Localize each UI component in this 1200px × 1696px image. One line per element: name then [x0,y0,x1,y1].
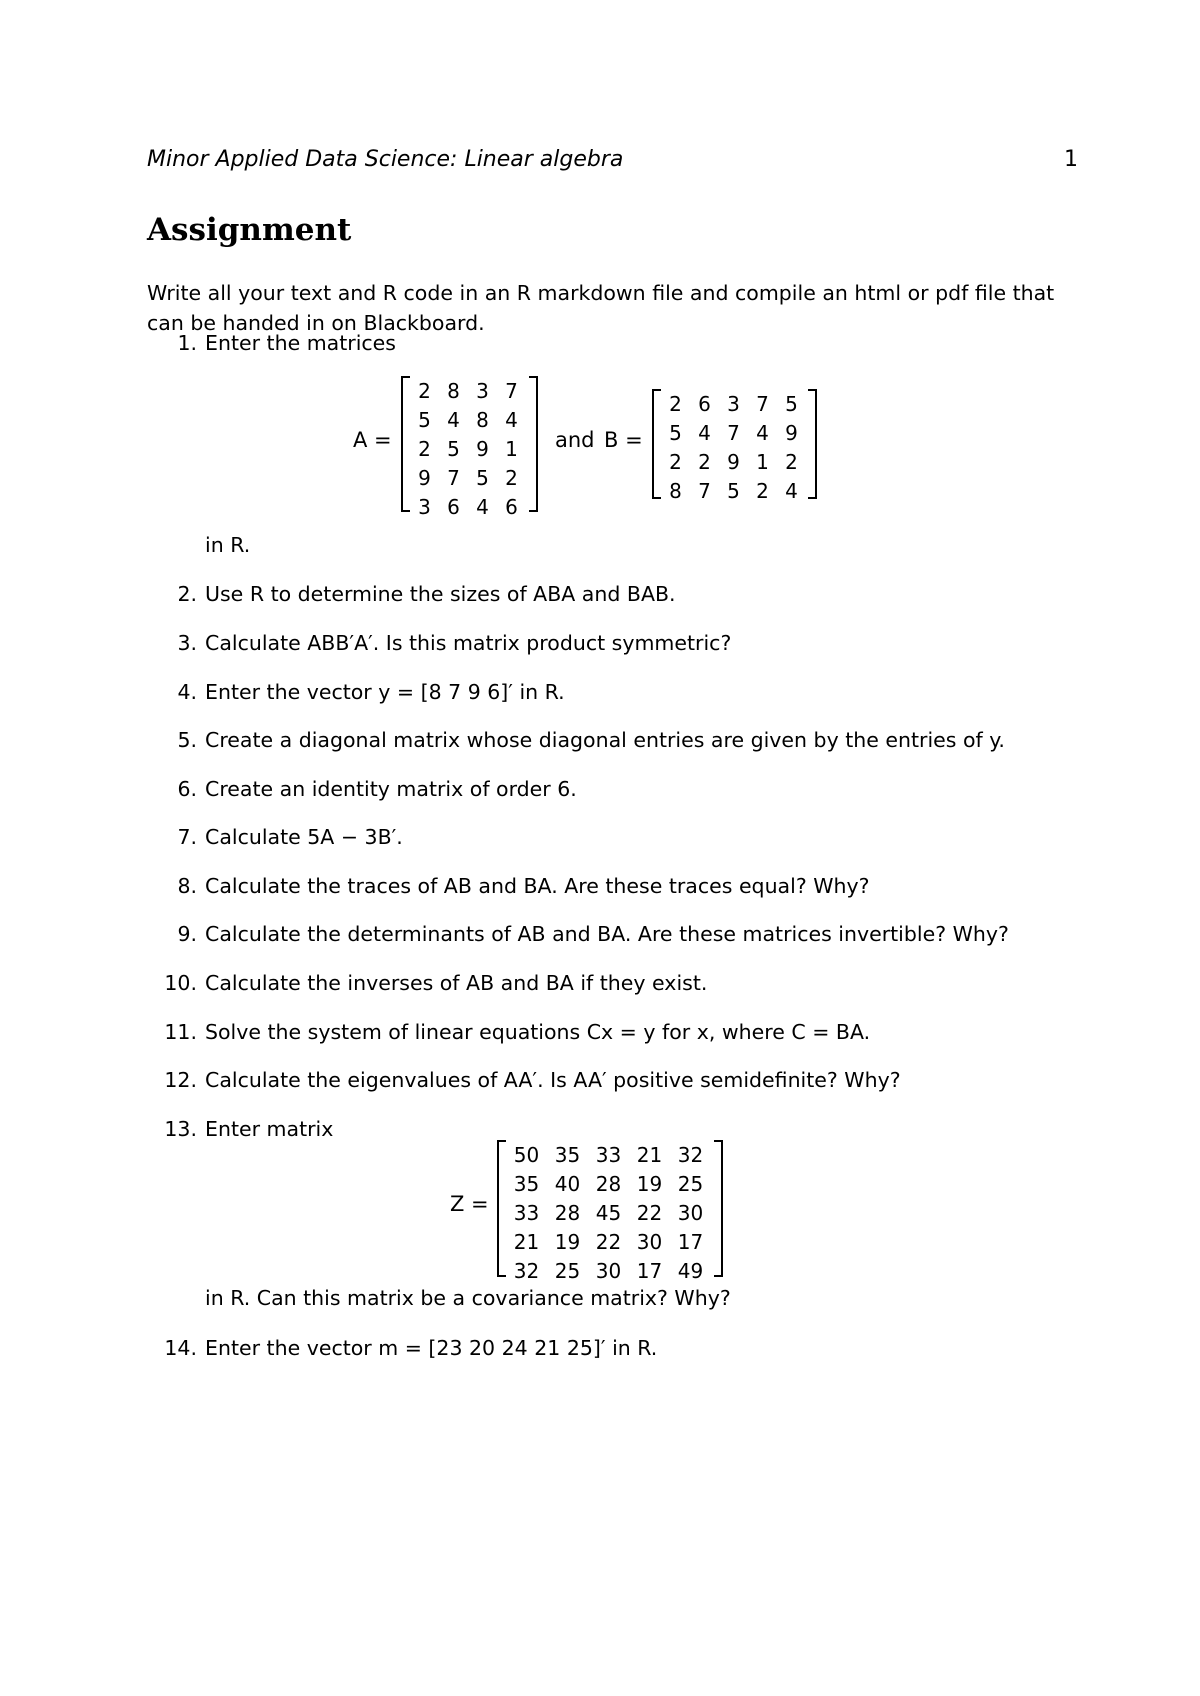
matrix-z-right-bracket [714,1140,723,1277]
matrix-cell: 2 [505,466,518,490]
matrix-z-left-bracket [497,1140,506,1277]
list-item: 5. Create a diagonal matrix whose diagonal entries are given by the entries of y. [177,728,1005,752]
matrix-cell: 25 [677,1172,704,1196]
matrix-cell: 49 [677,1259,704,1283]
matrix-cell: 21 [636,1143,663,1167]
matrix-cell: 1 [505,437,518,461]
matrix-cell: 22 [595,1230,622,1254]
matrix-cell: 4 [785,479,798,503]
list-item: 3. Calculate ABB′A′. Is this matrix product symmetric? [177,631,732,655]
matrix-cell: 2 [785,450,798,474]
matrix-cell: 7 [727,421,740,445]
matrix-cell: 35 [513,1172,540,1196]
matrix-z [506,1141,711,1286]
matrix-cell: 9 [727,450,740,474]
matrix-cell: 50 [513,1143,540,1167]
matrix-cell: 4 [447,408,460,432]
matrix-cell: 9 [476,437,489,461]
course-title: Minor Applied Data Science: Linear algebra [147,147,624,172]
list-item: 4. Enter the vector y = [8 7 9 6]′ in R. [177,680,565,704]
matrix-cell: 4 [698,421,711,445]
matrix-cell: 9 [785,421,798,445]
matrix-cell: 2 [756,479,769,503]
list-item: 12. Calculate the eigenvalues of AA′. Is AA′ positive semidefinite? Why? [164,1068,901,1092]
matrix-cell: 5 [418,408,431,432]
matrix-b-right-bracket [808,389,817,499]
matrix-cell: 8 [669,479,682,503]
matrix-cell: 7 [698,479,711,503]
matrix-cell: 45 [595,1201,622,1225]
matrix-a-left-bracket [401,376,410,512]
item1-after-text: in R. [205,533,251,557]
matrix-cell: 5 [785,392,798,416]
matrix-cell: 2 [669,392,682,416]
matrix-z-label: Z = [450,1192,489,1216]
matrix-cell: 6 [447,495,460,519]
matrix-cell: 30 [636,1230,663,1254]
page-header [147,147,1078,172]
matrix-cell: 5 [669,421,682,445]
matrix-cell: 2 [698,450,711,474]
matrix-cell: 6 [505,495,518,519]
matrix-cell: 33 [513,1201,540,1225]
list-item: 6. Create an identity matrix of order 6. [177,777,577,801]
matrix-cell: 28 [554,1201,581,1225]
list-item: 2. Use R to determine the sizes of ABA and BAB. [177,582,676,606]
page-number: 1 [1064,147,1078,172]
matrix-cell: 40 [554,1172,581,1196]
matrix-cell: 6 [698,392,711,416]
matrix-cell: 7 [756,392,769,416]
list-item: 14. Enter the vector m = [23 20 24 21 25]′ in R. [164,1336,658,1360]
list-item: 10. Calculate the inverses of AB and BA if they exist. [164,971,708,995]
matrix-cell: 8 [476,408,489,432]
item13-after-text: in R. Can this matrix be a covariance matrix? Why? [205,1286,731,1310]
matrix-cell: 30 [677,1201,704,1225]
matrix-cell: 17 [636,1259,663,1283]
matrix-cell: 3 [727,392,740,416]
matrix-cell: 9 [418,466,431,490]
matrix-cell: 5 [447,437,460,461]
matrix-cell: 3 [476,379,489,403]
intro-paragraph: Write all your text and R code in an R markdown file and compile an html or pdf file that can be handed in on Blackboard. [147,281,1055,335]
and-word: and [555,428,595,452]
matrix-cell: 30 [595,1259,622,1283]
matrix-b-label: B = [604,428,643,452]
matrix-cell: 8 [447,379,460,403]
matrix-cell: 2 [418,437,431,461]
list-item: 11. Solve the system of linear equations Cx = y for x, where C = BA. [164,1020,871,1044]
matrix-cell: 3 [418,495,431,519]
matrix-a [410,377,526,522]
matrix-cell: 33 [595,1143,622,1167]
matrix-cell: 19 [554,1230,581,1254]
matrix-cell: 1 [756,450,769,474]
matrix-cell: 17 [677,1230,704,1254]
matrix-b-left-bracket [652,389,661,499]
list-item: 9. Calculate the determinants of AB and BA. Are these matrices invertible? Why? [177,922,1009,946]
matrix-cell: 2 [418,379,431,403]
matrix-cell: 7 [447,466,460,490]
matrix-cell: 21 [513,1230,540,1254]
matrix-cell: 32 [677,1143,704,1167]
matrix-cell: 35 [554,1143,581,1167]
list-item: 1. Enter the matrices [177,331,396,355]
list-item: 8. Calculate the traces of AB and BA. Are these traces equal? Why? [177,874,870,898]
matrix-cell: 28 [595,1172,622,1196]
list-item: 7. Calculate 5A − 3B′. [177,825,403,849]
list-item: 13. Enter matrix [164,1117,334,1141]
matrix-cell: 4 [756,421,769,445]
matrix-cell: 22 [636,1201,663,1225]
page-title: Assignment [147,212,352,248]
matrix-a-label: A = [353,428,392,452]
matrix-cell: 5 [476,466,489,490]
matrix-cell: 19 [636,1172,663,1196]
matrix-cell: 25 [554,1259,581,1283]
matrix-cell: 32 [513,1259,540,1283]
matrix-cell: 5 [727,479,740,503]
matrix-cell: 4 [476,495,489,519]
matrix-cell: 7 [505,379,518,403]
matrix-b [661,390,806,506]
matrix-cell: 2 [669,450,682,474]
matrix-cell: 4 [505,408,518,432]
matrix-a-right-bracket [529,376,538,512]
